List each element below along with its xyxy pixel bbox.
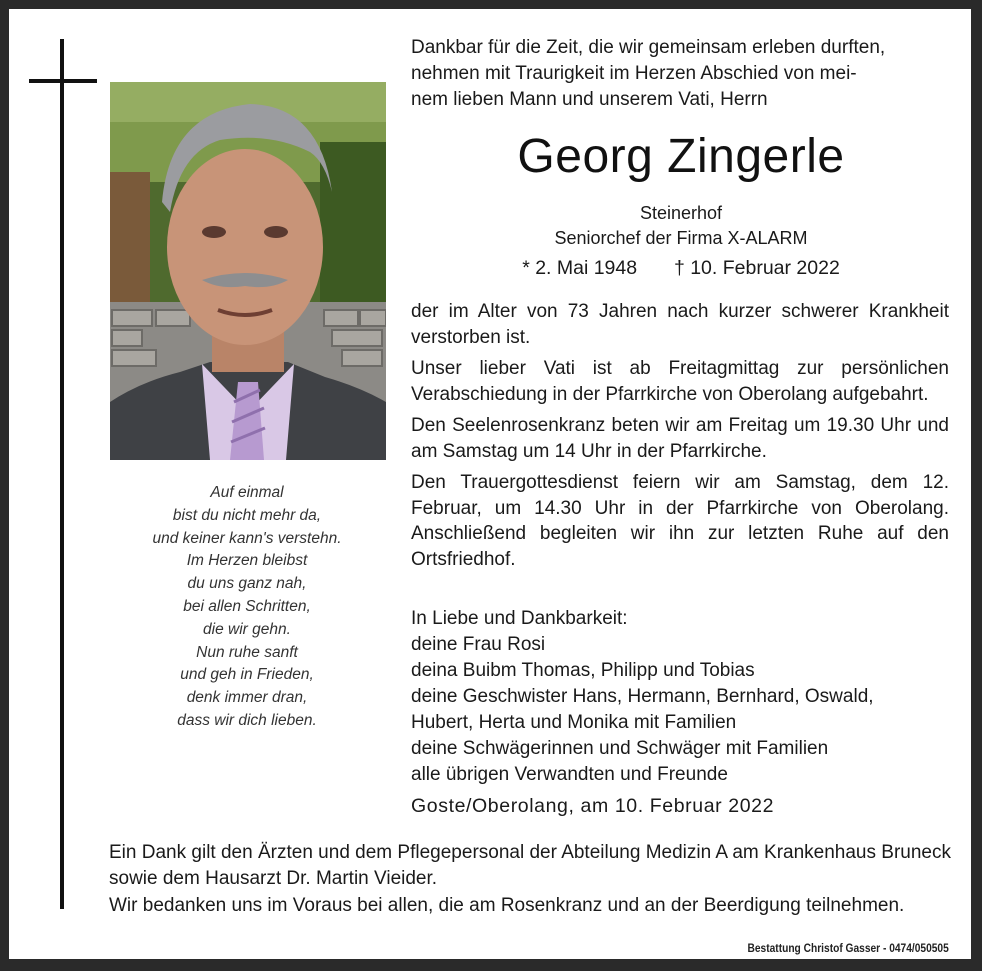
farm-name: Steinerhof	[639, 203, 723, 223]
birth-date: * 2. Mai 1948	[522, 257, 638, 279]
paragraph: der im Alter von 73 Jahren nach kurzer schwerer Krankheit verstorben ist.	[411, 301, 949, 348]
role: Seniorchef der Firma X-ALARM	[554, 228, 808, 248]
death-date: † 10. Februar 2022	[673, 257, 840, 279]
paragraph: Den Trauergottesdienst feiern wir am Samstag, dem 12. Februar, um 14.30 Uhr in der Pfarrkirche von Oberolang. Anschließend begleiten wir ihn zur letzten Ruhe auf den Ortsfriedhof.	[411, 472, 949, 570]
list-item: deina Buibm Thomas, Philipp und Tobias	[411, 660, 755, 681]
poem-line: die wir gehn.	[203, 620, 291, 638]
deceased-name: Georg Zingerle	[517, 130, 845, 183]
place-date: Goste/Oberolang, am 10. Februar 2022	[411, 795, 775, 817]
poem-line: denk immer dran,	[186, 689, 308, 707]
intro-line: nehmen mit Traurigkeit im Herzen Abschied von mei-	[411, 63, 857, 84]
announcement-body	[411, 299, 949, 572]
life-dates	[411, 257, 951, 280]
poem-line: bei allen Schritten,	[183, 597, 311, 615]
poem	[137, 482, 357, 733]
intro-line: Dankbar für die Zeit, die wir gemeinsam erleben durften,	[411, 37, 886, 58]
intro-text	[411, 35, 951, 113]
list-item: deine Schwägerinnen und Schwäger mit Familien	[411, 738, 829, 759]
funeral-home-footer: Bestattung Christof Gasser - 0474/050505	[747, 941, 949, 955]
list-item: Hubert, Herta und Monika mit Familien	[411, 712, 737, 733]
cross-icon-bar	[29, 79, 97, 83]
poem-line: Nun ruhe sanft	[196, 643, 298, 661]
poem-line: Auf einmal	[210, 484, 284, 501]
thanks-paragraph: Ein Dank gilt den Ärzten und dem Pflegepersonal der Abteilung Medizin A am Krankenhaus Bruneck sowie dem Hausarzt Dr. Martin Vieider.	[109, 842, 951, 889]
poem-line: bist du nicht mehr da,	[172, 506, 322, 524]
poem-line: Im Herzen bleibst	[186, 552, 308, 570]
cross-icon	[60, 39, 64, 909]
list-item: deine Geschwister Hans, Hermann, Bernhard, Oswald,	[411, 686, 874, 707]
intro-line: nem lieben Mann und unserem Vati, Herrn	[411, 89, 768, 110]
list-item: In Liebe und Dankbarkeit:	[411, 608, 628, 629]
poem-line: und geh in Frieden,	[180, 666, 314, 684]
poem-line: du uns ganz nah,	[187, 575, 307, 593]
obituary-card	[9, 9, 971, 959]
poem-line: dass wir dich lieben.	[177, 711, 317, 729]
list-item: alle übrigen Verwandten und Freunde	[411, 764, 728, 785]
thanks-paragraph: Wir bedanken uns im Voraus bei allen, die am Rosenkranz und an der Beerdigung teilnehmen.	[109, 895, 905, 916]
portrait-photo	[110, 82, 386, 460]
list-item: deine Frau Rosi	[411, 634, 546, 655]
mourners-list	[411, 606, 951, 788]
paragraph: Unser lieber Vati ist ab Freitagmittag zur persönlichen Verabschiedung in der Pfarrkirche von Oberolang aufgebahrt.	[411, 358, 949, 405]
paragraph: Den Seelenrosenkranz beten wir am Freitag um 19.30 Uhr und am Samstag um 14 Uhr in der Pfarrkirche.	[411, 415, 949, 462]
poem-line: und keiner kann's verstehn.	[152, 529, 342, 547]
